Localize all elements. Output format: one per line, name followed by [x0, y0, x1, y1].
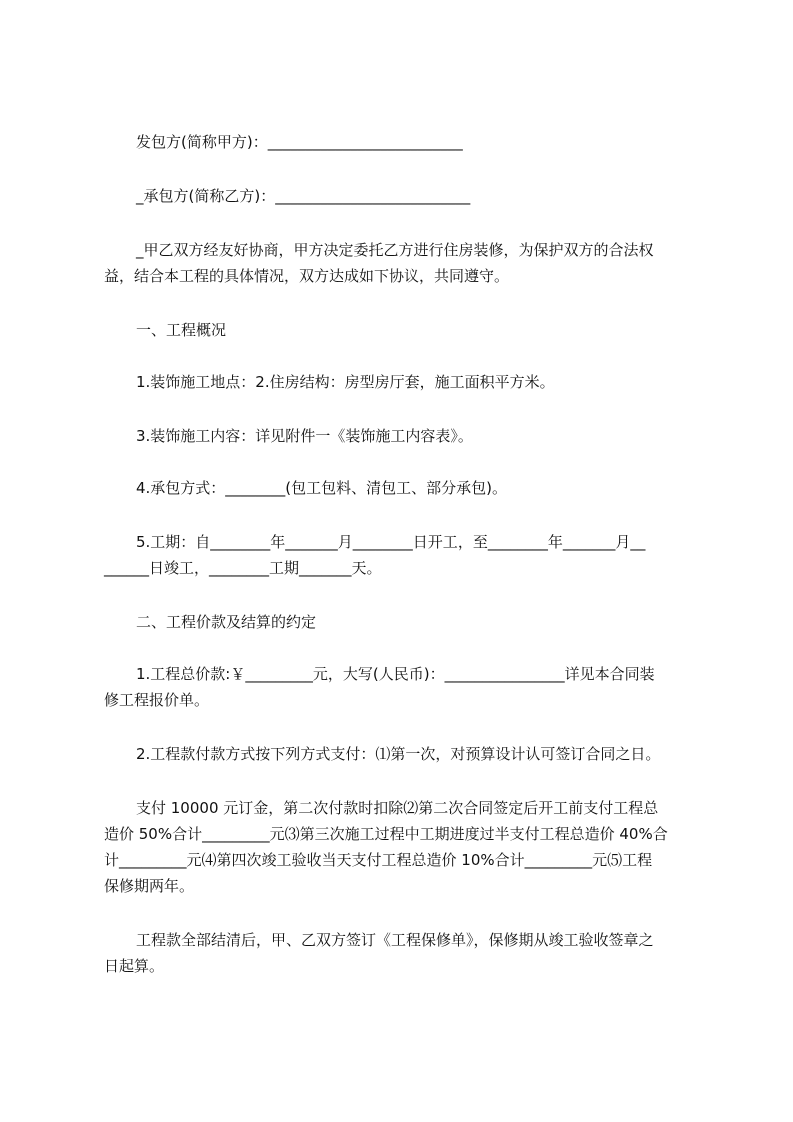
section-1-heading: 一、工程概况 — [136, 321, 227, 339]
payment-detail-line-4: 保修期两年。 — [104, 877, 195, 895]
intro-line-1: _甲乙双方经友好协商，甲方决定委托乙方进行住房装修，为保护双方的合法权 — [136, 241, 654, 259]
price-line-1: 1.工程总价款:￥_________元，大写(人民币)：________________详见本合同装 — [136, 665, 655, 683]
intro-line-2: 益，结合本工程的具体情况，双方达成如下协议，共同遵守。 — [104, 267, 510, 285]
item-5-line-2: ______日竣工，________工期_______天。 — [104, 559, 382, 577]
settlement-line-2: 日起算。 — [104, 957, 165, 975]
item-4-line: 4.承包方式：________(包工包料、清包工、部分承包)。 — [136, 479, 508, 497]
section-2-heading: 二、工程价款及结算的约定 — [136, 613, 317, 631]
payment-detail-line-2: 造价 50%合计_________元⑶第三次施工过程中工期进度过半支付工程总造价 40%合 — [104, 825, 668, 843]
item-5-line-1: 5.工期：自________年_______月________日开工，至________年_______月__ — [136, 533, 646, 551]
payment-detail-line-3: 计_________元⑷第四次竣工验收当天支付工程总造价 10%合计_________元⑸工程 — [104, 851, 653, 869]
party-b-line: _承包方(简称乙方)：__________________________ — [136, 187, 471, 205]
item-1-2-line: 1.装饰施工地点：2.住房结构：房型房厅套，施工面积平方米。 — [136, 373, 555, 391]
party-a-line: 发包方(简称甲方)：__________________________ — [136, 133, 463, 151]
price-line-2: 修工程报价单。 — [104, 691, 210, 709]
payment-method-line: 2.工程款付款方式按下列方式支付：⑴第一次，对预算设计认可签订合同之日。 — [136, 745, 661, 763]
settlement-line-1: 工程款全部结清后，甲、乙双方签订《工程保修单》，保修期从竣工验收签章之 — [136, 931, 654, 949]
item-3-line: 3.装饰施工内容：详见附件一《装饰施工内容表》。 — [136, 427, 473, 445]
payment-detail-line-1: 支付 10000 元订金，第二次付款时扣除⑵第二次合同签定后开工前支付工程总 — [136, 799, 659, 817]
